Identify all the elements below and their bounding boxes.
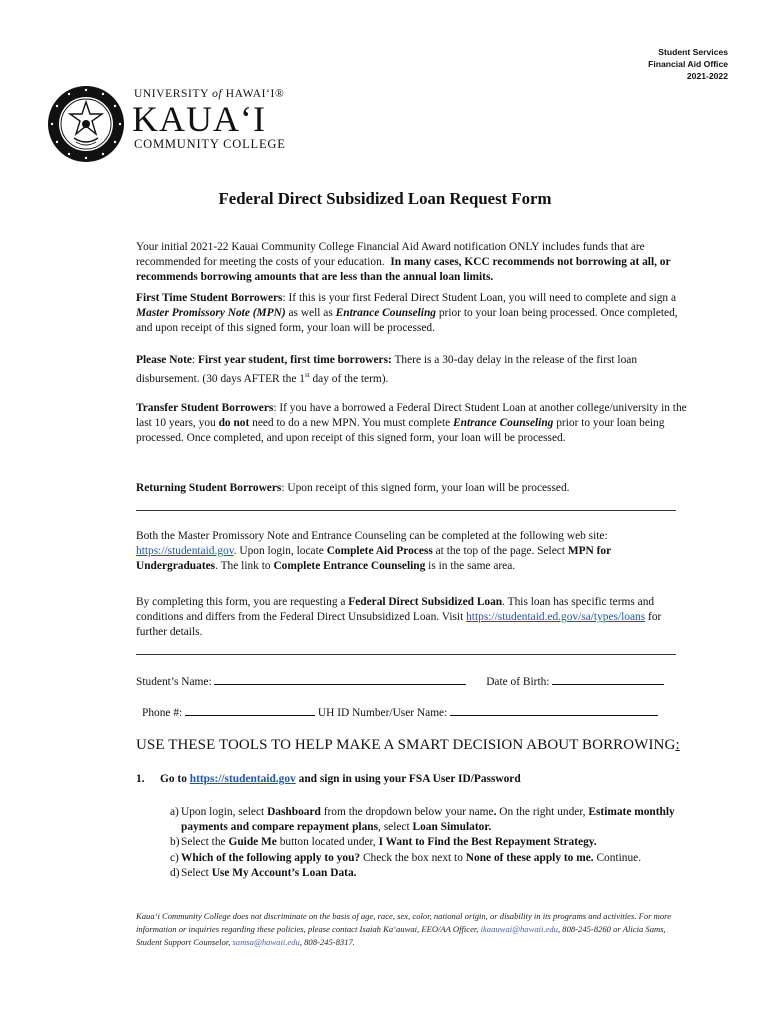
student-name-field[interactable] bbox=[214, 673, 466, 685]
step-1-studentaid-link[interactable]: https://studentaid.gov bbox=[189, 773, 296, 785]
step-1 bbox=[136, 772, 521, 787]
divider-line bbox=[136, 654, 676, 655]
returning-paragraph bbox=[136, 481, 691, 496]
transfer-text-1: : If you have a borrowed a Federal Direct Student Loan at another college/university in the last 10 years, you bbox=[136, 402, 687, 430]
substep-bold: Loan Simulator. bbox=[412, 821, 492, 834]
returning-label: Returning Student Borrowers bbox=[136, 482, 282, 494]
note-label: Please Note bbox=[136, 354, 192, 366]
tools-heading-colon: : bbox=[675, 737, 680, 753]
transfer-text-3: prior to your loan being processed. Once completed, and upon receipt of this signed form, your loan will be processed. bbox=[136, 417, 665, 445]
transfer-paragraph bbox=[136, 401, 691, 447]
substep-b bbox=[170, 835, 690, 850]
note-separator: : bbox=[191, 354, 198, 366]
step-1-number: 1. bbox=[136, 773, 145, 785]
note-text-1: There is a 30-day delay in the release of the first loan disbursement. (30 days AFTER the 1 bbox=[136, 354, 638, 385]
footer-email-1[interactable]: ikaauwai@hawaii.edu bbox=[480, 924, 558, 934]
returning-text: : Upon receipt of this signed form, your loan will be processed. bbox=[281, 482, 570, 494]
tools-heading-text: USE THESE TOOLS TO HELP MAKE A SMART DECISION ABOUT BORROWING bbox=[136, 737, 676, 753]
footer-text-1: Kaua‘i Community College does not discriminate on the basis of age, race, sex, color, national origin, or disability in its programs and activities. For more information or inquiries regarding these policies, please contact Isaiah Ka‘auwai, EEO/AA Officer, bbox=[136, 911, 672, 934]
dept-line-2: Financial Aid Office bbox=[648, 59, 728, 69]
mpn-info-text-5: is in the same area. bbox=[425, 560, 516, 573]
transfer-label: Transfer Student Borrowers bbox=[136, 402, 274, 414]
request-text-1: By completing this form, you are requesting a bbox=[136, 596, 349, 608]
substep-bold: . bbox=[493, 806, 497, 818]
uh-id-label: UH ID Number/User Name: bbox=[317, 707, 448, 719]
divider-line bbox=[136, 510, 676, 511]
note-paragraph bbox=[136, 353, 691, 387]
phone-label: Phone #: bbox=[142, 707, 183, 719]
substep-bold: I Want to Find the Best Repayment Strategy. bbox=[378, 836, 597, 849]
intro-text: Your initial 2021-22 Kauai Community College Financial Aid Award notification ONLY includes funds that are recommended for meeting the costs of your education. bbox=[136, 241, 645, 269]
substep-text: button located under, bbox=[276, 836, 379, 849]
mpn-info-bold-1: Complete Aid Process bbox=[326, 545, 433, 558]
nondiscrimination-footer bbox=[136, 910, 692, 949]
substep-list bbox=[170, 805, 690, 881]
mpn-info-text-4: . The link to bbox=[215, 560, 274, 573]
name-dob-row bbox=[136, 673, 691, 690]
substep-text: from the dropdown below your name bbox=[320, 806, 494, 818]
substep-a bbox=[170, 805, 690, 835]
intro-paragraph bbox=[136, 240, 691, 286]
step-1-text-1: Go to bbox=[160, 773, 190, 785]
footer-email-2[interactable]: samsa@hawaii.edu bbox=[232, 937, 300, 947]
dob-label: Date of Birth: bbox=[486, 676, 550, 688]
request-text-3: for further details. bbox=[136, 611, 662, 639]
note-superscript: st bbox=[304, 371, 310, 380]
tools-heading bbox=[136, 738, 680, 753]
substep-text: Select bbox=[181, 866, 212, 879]
transfer-ec: Entrance Counseling bbox=[453, 417, 554, 430]
mpn-info-text-3: at the top of the page. Select bbox=[432, 545, 568, 558]
request-paragraph bbox=[136, 595, 691, 641]
logo-university-word: UNIVERSITY bbox=[134, 88, 209, 100]
substep-letter: d) bbox=[170, 866, 180, 879]
mpn-info-text-2: . Upon login, locate bbox=[233, 545, 327, 558]
first-time-label: First Time Student Borrowers bbox=[136, 292, 283, 304]
substep-text: On the right under, bbox=[496, 806, 589, 818]
substep-bold: Use My Account’s Loan Data. bbox=[211, 866, 357, 879]
substep-letter: b) bbox=[170, 836, 180, 849]
phone-field[interactable] bbox=[185, 704, 315, 716]
student-name-label: Student’s Name: bbox=[136, 676, 212, 688]
mpn-info-bold-2: MPN for Undergraduates bbox=[136, 545, 611, 573]
first-time-ec: Entrance Counseling bbox=[335, 307, 436, 320]
footer-text-2: , 808-245-8260 or Alicia Sams, Student Support Counselor, bbox=[136, 924, 666, 947]
substep-text: Select the bbox=[181, 836, 229, 849]
step-1-text-2: and sign in using your FSA User ID/Password bbox=[295, 773, 521, 785]
request-bold: Federal Direct Subsidized Loan bbox=[348, 596, 503, 608]
substep-letter: a) bbox=[170, 806, 179, 818]
substep-text: , select bbox=[378, 821, 413, 834]
dept-line-1: Student Services bbox=[658, 47, 728, 57]
college-logo bbox=[46, 84, 286, 164]
logo-kauai-text: KAUA‘I bbox=[132, 99, 266, 139]
mpn-info-bold-3: Complete Entrance Counseling bbox=[273, 560, 426, 573]
page-title: Federal Direct Subsidized Loan Request Form bbox=[218, 189, 552, 208]
first-time-text-3: prior to your loan being processed. Once completed, and upon receipt of this signed form, your loan will be processed. bbox=[136, 307, 678, 335]
request-text-2: . This loan has specific terms and conditions and differs from the Federal Direct Unsubsidized Loan. Visit bbox=[136, 596, 655, 624]
substep-bold: Dashboard bbox=[267, 806, 321, 818]
transfer-do-not: do not bbox=[218, 417, 250, 430]
dob-field[interactable] bbox=[552, 673, 664, 685]
substep-bold: None of these apply to me. bbox=[465, 851, 594, 864]
footer-text-3: , 808-245-8317. bbox=[299, 937, 355, 947]
note-text-2: day of the term). bbox=[309, 373, 389, 385]
transfer-text-2: need to do a new MPN. You must complete bbox=[249, 417, 454, 430]
substep-c bbox=[170, 851, 690, 866]
loan-types-link[interactable]: https://studentaid.ed.gov/sa/types/loans bbox=[466, 611, 646, 624]
substep-letter: c) bbox=[170, 851, 179, 864]
uh-id-field[interactable] bbox=[450, 704, 658, 716]
first-time-text-1: : If this is your first Federal Direct Student Loan, you will need to complete and sign a bbox=[282, 292, 677, 304]
phone-id-row bbox=[142, 704, 697, 721]
first-time-text-2: as well as bbox=[285, 307, 336, 320]
substep-text: Check the box next to bbox=[360, 851, 466, 864]
note-bold: First year student, first time borrowers: bbox=[198, 354, 392, 366]
substep-bold: Estimate monthly payments and compare repayment plans bbox=[181, 806, 675, 834]
first-time-mpn: Master Promissory Note (MPN) bbox=[136, 307, 286, 320]
office-header bbox=[648, 46, 728, 82]
substep-text: Upon login, select bbox=[181, 806, 268, 818]
logo-hawaii-word: HAWAI‘I® bbox=[225, 88, 285, 100]
college-seal-icon bbox=[46, 84, 126, 164]
substep-bold: Guide Me bbox=[228, 836, 277, 849]
intro-bold-text: In many cases, KCC recommends not borrowing at all, or recommends borrowing amounts that are less than the annual loan limits. bbox=[136, 256, 671, 284]
logo-of-word: of bbox=[212, 88, 223, 100]
substep-d bbox=[170, 866, 690, 881]
substep-bold: Which of the following apply to you? bbox=[181, 851, 361, 864]
substep-text: Continue. bbox=[593, 851, 642, 864]
logo-community-college-text: COMMUNITY COLLEGE bbox=[134, 137, 286, 151]
mpn-info-text-1: Both the Master Promissory Note and Entrance Counseling can be completed at the following web site: bbox=[136, 530, 608, 542]
mpn-info-paragraph bbox=[136, 529, 691, 575]
studentaid-link[interactable]: https://studentaid.gov bbox=[136, 545, 234, 558]
year-label: 2021-2022 bbox=[686, 71, 728, 81]
first-time-paragraph bbox=[136, 291, 691, 337]
